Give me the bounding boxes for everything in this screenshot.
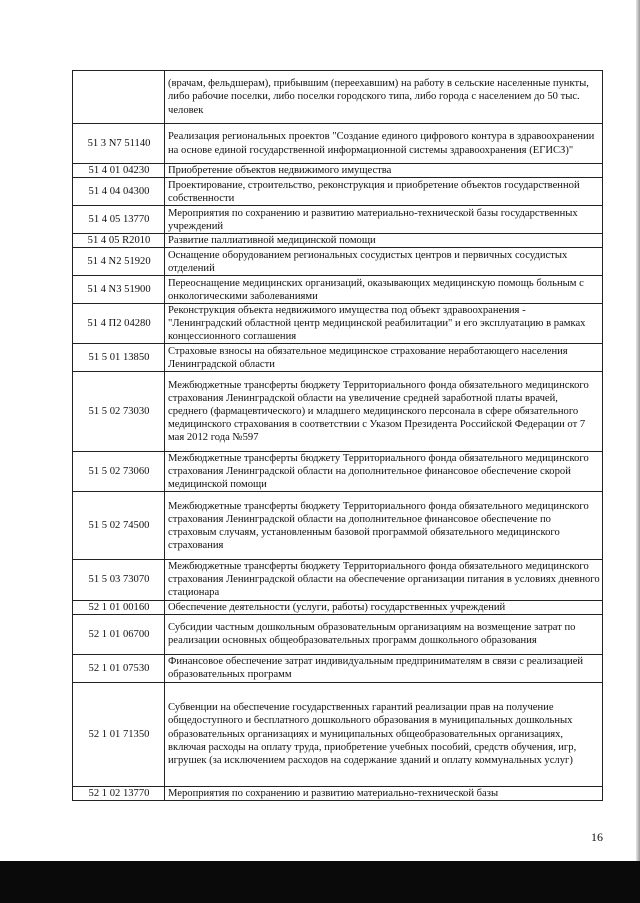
description-cell: Мероприятия по сохранению и развитию материально-технической базы	[165, 786, 603, 800]
budget-code-cell: 52 1 02 13770	[73, 786, 165, 800]
table-row	[73, 654, 603, 682]
description-cell: Приобретение объектов недвижимого имущества	[165, 164, 603, 178]
table-row	[73, 492, 603, 560]
table-row	[73, 164, 603, 178]
table-row	[73, 372, 603, 452]
budget-code-cell: 51 4 05 13770	[73, 206, 165, 234]
table-row	[73, 248, 603, 276]
description-cell: Межбюджетные трансферты бюджету Территориального фонда обязательного медицинского страхования Ленинградской области на увеличение средней заработной платы врачей, среднего (фармацевтического) и младшего медицинского персонала в сфере обязательного медицинского страхования в соответствии с Указом Президента Российской Федерации от 7 мая 2012 года №597	[165, 372, 603, 452]
budget-code-cell: 51 4 N2 51920	[73, 248, 165, 276]
budget-code-cell: 51 4 П2 04280	[73, 304, 165, 344]
budget-code-cell: 51 5 02 73060	[73, 452, 165, 492]
budget-code-cell: 51 3 N7 51140	[73, 124, 165, 164]
budget-classification-table	[72, 70, 603, 801]
description-cell: (врачам, фельдшерам), прибывшим (переехавшим) на работу в сельские населенные пункты, либо рабочие поселки, либо поселки городского типа, либо города с населением до 50 тыс. человек	[165, 71, 603, 124]
table-row	[73, 682, 603, 786]
description-cell: Развитие паллиативной медицинской помощи	[165, 234, 603, 248]
description-cell: Реализация региональных проектов "Создание единого цифрового контура в здравоохранении на основе единой государственной информационной системы здравоохранения (ЕГИСЗ)"	[165, 124, 603, 164]
description-cell: Финансовое обеспечение затрат индивидуальным предпринимателям в связи с реализацией образовательных программ	[165, 654, 603, 682]
table-row	[73, 600, 603, 614]
budget-code-cell: 51 5 02 73030	[73, 372, 165, 452]
budget-code-cell: 51 4 05 R2010	[73, 234, 165, 248]
table-row	[73, 276, 603, 304]
budget-code-cell: 51 4 N3 51900	[73, 276, 165, 304]
table-row	[73, 206, 603, 234]
table-row	[73, 71, 603, 124]
page-number: 16	[591, 830, 603, 844]
description-cell: Межбюджетные трансферты бюджету Территориального фонда обязательного медицинского страхования Ленинградской области на дополнительное финансовое обеспечение по страховым случаям, установленным базовой программой обязательного медицинского страхования	[165, 492, 603, 560]
description-cell: Оснащение оборудованием региональных сосудистых центров и первичных сосудистых отделений	[165, 248, 603, 276]
budget-code-cell: 52 1 01 00160	[73, 600, 165, 614]
description-cell: Субсидии частным дошкольным образовательным организациям на возмещение затрат по реализации основных общеобразовательных программ дошкольного образования	[165, 614, 603, 654]
budget-code-cell: 51 5 03 73070	[73, 560, 165, 600]
table-row	[73, 234, 603, 248]
description-cell: Мероприятия по сохранению и развитию материально-технической базы государственных учреждений	[165, 206, 603, 234]
description-cell: Обеспечение деятельности (услуги, работы) государственных учреждений	[165, 600, 603, 614]
budget-code-cell: 52 1 01 71350	[73, 682, 165, 786]
scan-bottom-border	[0, 861, 640, 903]
budget-code-cell: 51 5 02 74500	[73, 492, 165, 560]
description-cell: Субвенции на обеспечение государственных гарантий реализации прав на получение общедоступного и бесплатного дошкольного образования в муниципальных дошкольных образовательных организациях и муниципальных общеобразовательных организациях, включая расходы на оплату труда, приобретение учебных пособий, средств обучения, игр, игрушек (за исключением расходов на содержание зданий и оплату коммунальных услуг)	[165, 682, 603, 786]
budget-code-cell: 51 5 01 13850	[73, 344, 165, 372]
budget-code-cell: 52 1 01 07530	[73, 654, 165, 682]
description-cell: Переоснащение медицинских организаций, оказывающих медицинскую помощь больным с онкологическими заболеваниями	[165, 276, 603, 304]
budget-code-cell: 51 4 04 04300	[73, 178, 165, 206]
description-cell: Межбюджетные трансферты бюджету Территориального фонда обязательного медицинского страхования Ленинградской области на обеспечение организации питания в условиях дневного стационара	[165, 560, 603, 600]
table-row	[73, 786, 603, 800]
table-row	[73, 178, 603, 206]
table-row	[73, 560, 603, 600]
description-cell: Реконструкция объекта недвижимого имущества под объект здравоохранения - "Ленинградский областной центр медицинской реабилитации" и его эксплуатацию в рамках концессионного соглашения	[165, 304, 603, 344]
table-row	[73, 452, 603, 492]
table-row	[73, 304, 603, 344]
budget-code-cell: 52 1 01 06700	[73, 614, 165, 654]
scan-edge-shadow	[636, 0, 640, 861]
budget-code-cell: 51 4 01 04230	[73, 164, 165, 178]
description-cell: Страховые взносы на обязательное медицинское страхование неработающего населения Ленинградской области	[165, 344, 603, 372]
description-cell: Межбюджетные трансферты бюджету Территориального фонда обязательного медицинского страхования Ленинградской области на дополнительное финансовое обеспечение скорой медицинской помощи	[165, 452, 603, 492]
table-row	[73, 614, 603, 654]
table-row	[73, 344, 603, 372]
budget-code-cell	[73, 71, 165, 124]
table-row	[73, 124, 603, 164]
description-cell: Проектирование, строительство, реконструкция и приобретение объектов государственной собственности	[165, 178, 603, 206]
